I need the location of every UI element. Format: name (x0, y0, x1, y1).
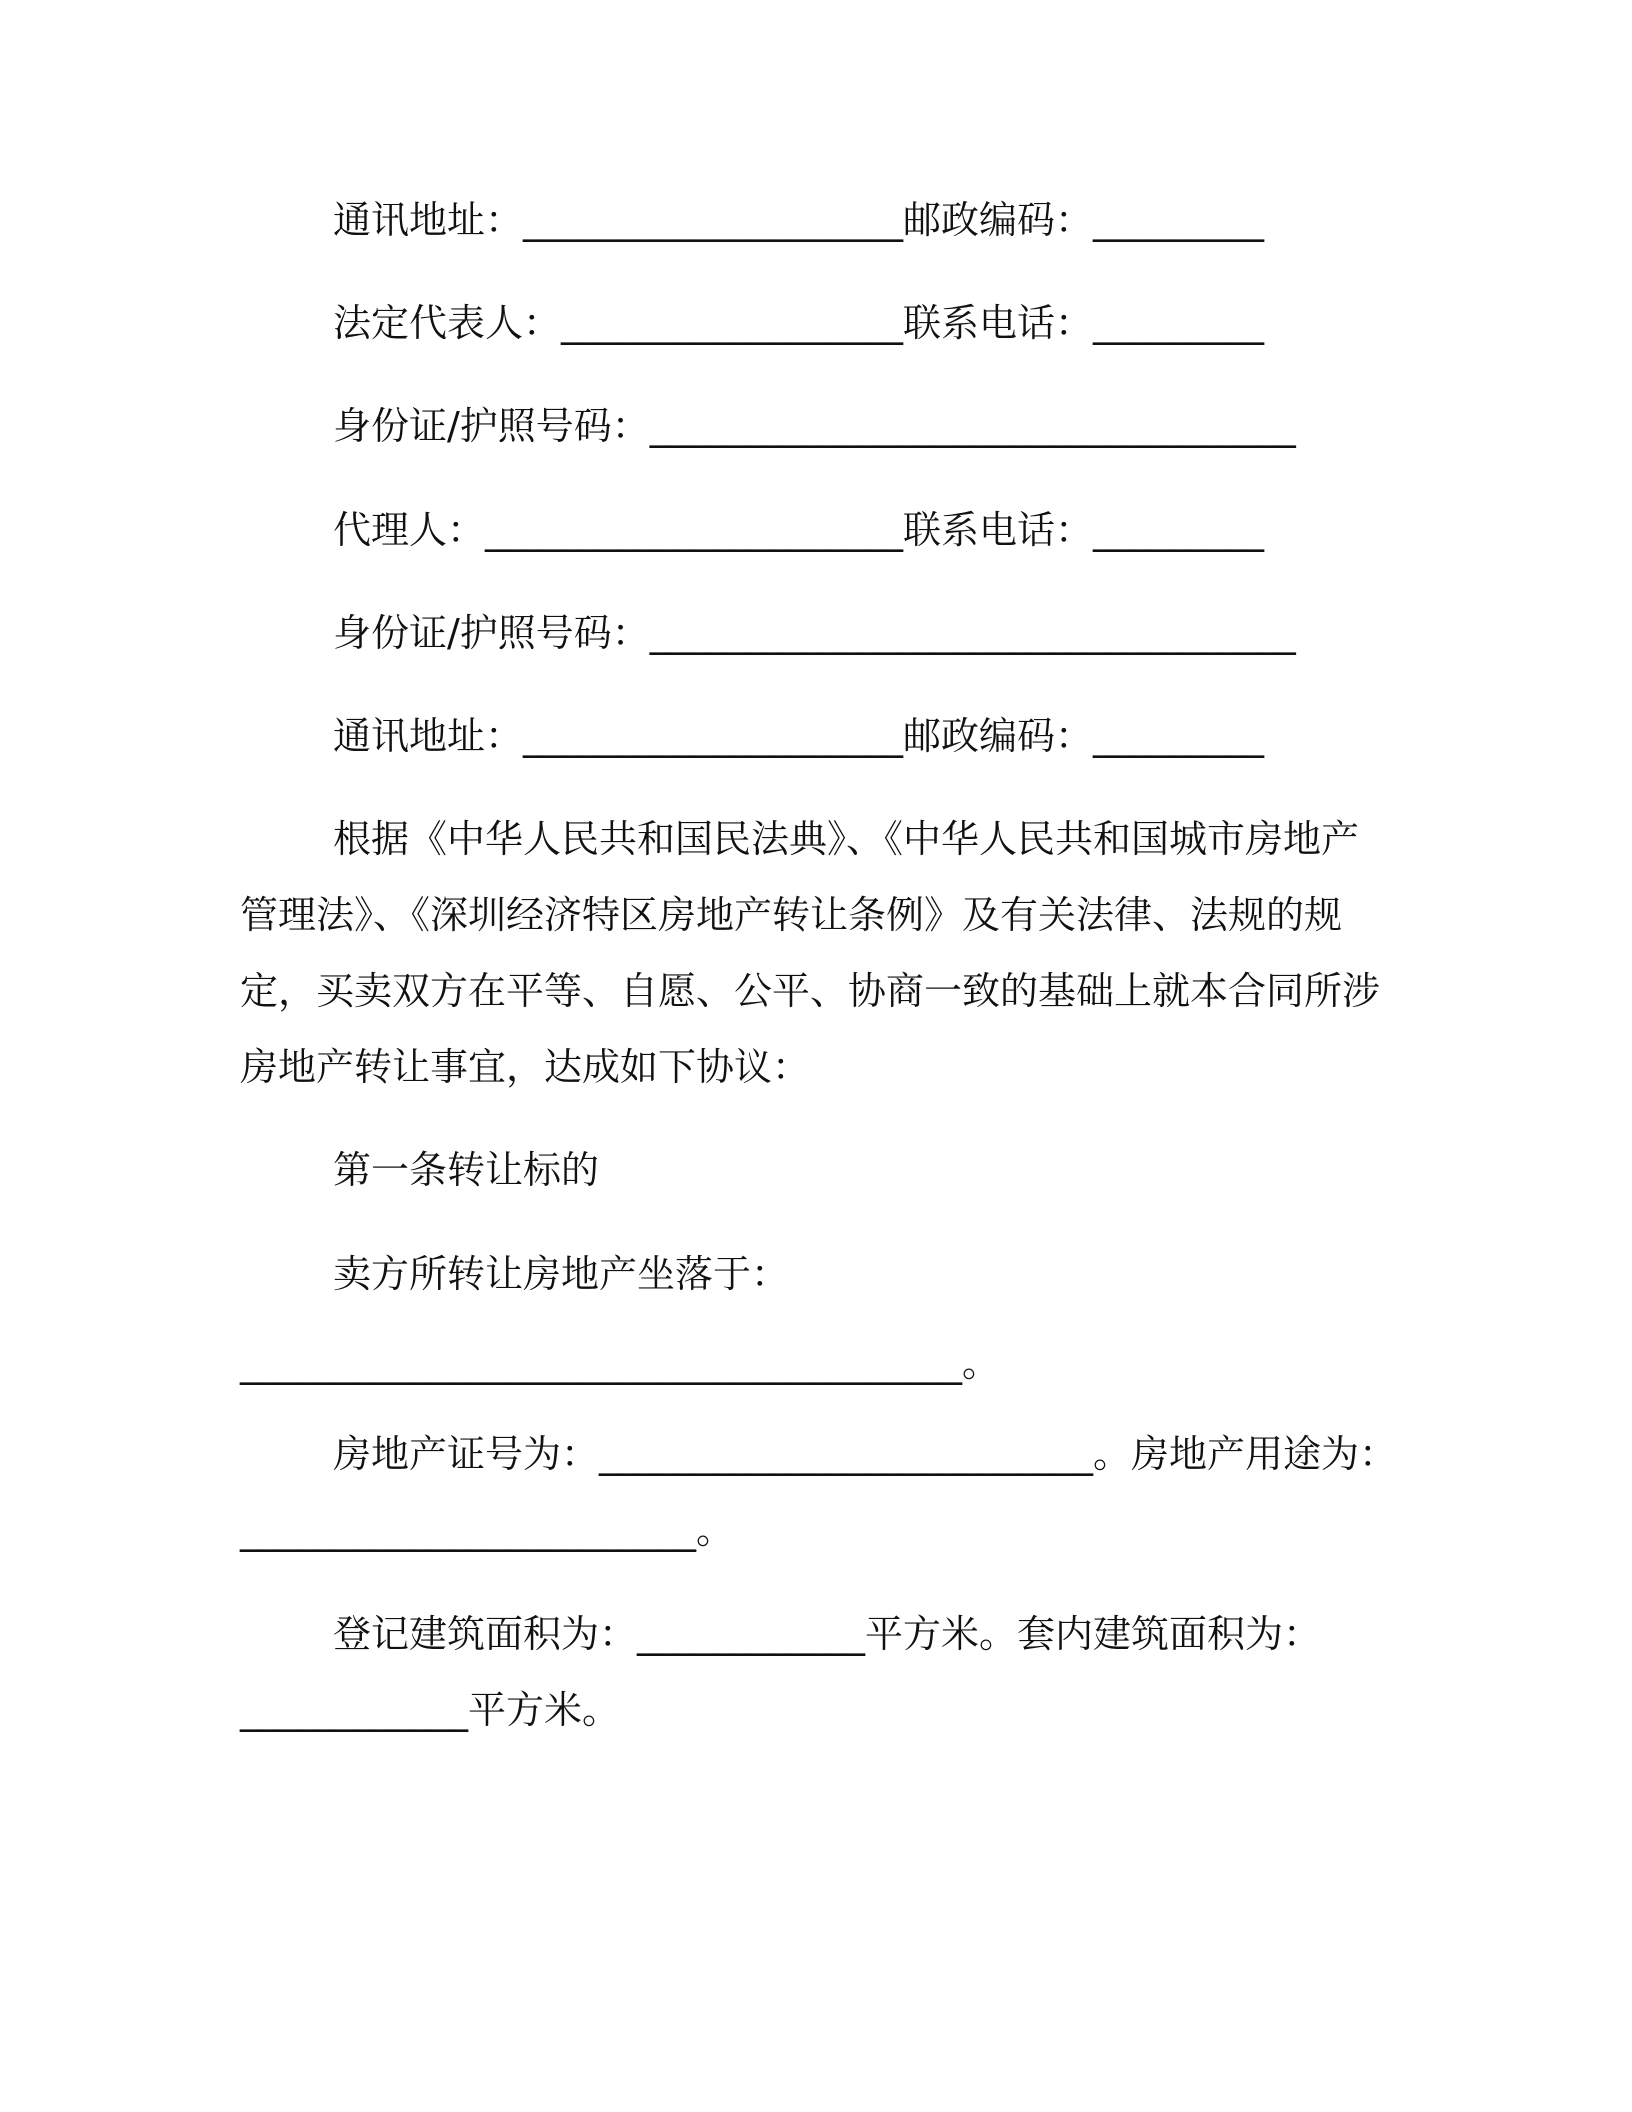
location-blank-text: ______________________________________。 (240, 1341, 1001, 1385)
location-label-text: 卖方所转让房地产坐落于： (333, 1252, 790, 1296)
area-text: 登记建筑面积为：____________平方米。套内建筑面积为： (333, 1612, 1322, 1656)
usage-blank-line (0, 1506, 1632, 1554)
address-line-2 (0, 712, 1632, 760)
address-postcode-text: 通讯地址：____________________邮政编码：_________ (333, 198, 1265, 242)
id-passport-line-2 (0, 609, 1632, 657)
legal-representative-text: 法定代表人：__________________联系电话：_________ (333, 301, 1265, 345)
paragraph-text: 管理法》、《深圳经济特区房地产转让条例》及有关法律、法规的规 (240, 893, 1343, 937)
paragraph-line (0, 891, 1632, 939)
legal-representative-line (0, 299, 1632, 347)
id-passport-text: 身份证/护照号码：__________________________________ (333, 404, 1296, 448)
id-passport-line-1 (0, 402, 1632, 450)
address-line-1 (0, 196, 1632, 244)
article-heading-text: 第一条转让标的 (333, 1148, 600, 1192)
certificate-line (0, 1430, 1632, 1478)
id-passport-text: 身份证/护照号码：__________________________________ (333, 611, 1296, 655)
address-postcode-text: 通讯地址：____________________邮政编码：_________ (333, 714, 1265, 758)
agent-text: 代理人：______________________联系电话：_________ (333, 508, 1265, 552)
paragraph-text: 房地产转让事宜，达成如下协议： (240, 1045, 811, 1089)
paragraph-line (0, 815, 1632, 863)
paragraph-line (0, 967, 1632, 1015)
inner-area-text: ____________平方米。 (240, 1688, 621, 1732)
location-blank-line (0, 1339, 1632, 1387)
paragraph-text: 根据《中华人民共和国民法典》、《中华人民共和国城市房地产 (333, 817, 1360, 861)
location-label-line (0, 1250, 1632, 1298)
area-line (0, 1610, 1632, 1658)
paragraph-line (0, 1043, 1632, 1091)
certificate-text: 房地产证号为：__________________________。房地产用途为： (333, 1432, 1398, 1476)
paragraph-text: 定，买卖双方在平等、自愿、公平、协商一致的基础上就本合同所涉 (240, 969, 1381, 1013)
usage-blank-text: ________________________。 (240, 1508, 735, 1552)
inner-area-line (0, 1686, 1632, 1734)
agent-line (0, 506, 1632, 554)
article-heading (0, 1146, 1632, 1194)
